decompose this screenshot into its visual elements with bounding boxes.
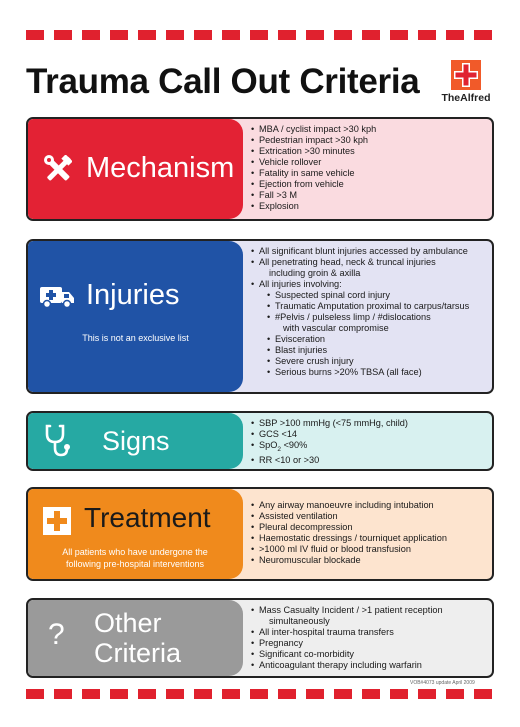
- list-item: • Neuromuscular blockade: [251, 555, 484, 566]
- injuries-panel: [28, 241, 243, 392]
- border-dash: [418, 30, 436, 40]
- other-criteria-title: [94, 608, 181, 668]
- sub-list-item: • Evisceration: [251, 334, 484, 345]
- treatment-note: All patients who have undergone the following pre-hospital interventions: [62, 547, 208, 569]
- list-item: • Explosion: [251, 201, 484, 212]
- signs-criteria-list: [243, 413, 492, 469]
- signs-section: [26, 411, 494, 471]
- border-dash: [194, 689, 212, 699]
- other-criteria-section: [26, 598, 494, 678]
- question-mark-icon: ?: [48, 618, 65, 651]
- alfred-cross-logo-icon: [451, 60, 481, 90]
- list-item: • Any airway manoeuvre including intubation: [251, 500, 484, 511]
- treatment-panel: [28, 489, 243, 579]
- injuries-section: [26, 239, 494, 394]
- list-item: • RR <10 or >30: [251, 455, 484, 466]
- border-dash: [362, 689, 380, 699]
- border-dash: [82, 689, 100, 699]
- list-item: • All penetrating head, neck & truncal injuries: [251, 257, 484, 268]
- treatment-title: Treatment: [84, 502, 211, 533]
- logo-text: TheAlfred: [441, 92, 491, 104]
- injuries-note: This is not an exclusive list: [82, 333, 189, 343]
- mechanism-panel: [28, 119, 243, 219]
- injuries-title: Injuries: [86, 279, 180, 311]
- border-dash: [138, 689, 156, 699]
- list-item-continuation: simultaneously: [269, 616, 330, 626]
- mechanism-title: Mechanism: [86, 152, 235, 184]
- signs-panel: [28, 413, 243, 469]
- border-dash: [194, 30, 212, 40]
- border-dash: [418, 689, 436, 699]
- first-aid-cross-icon: [43, 507, 71, 535]
- treatment-criteria-list: [243, 489, 492, 579]
- list-item: • Assisted ventilation: [251, 511, 484, 522]
- border-dash: [138, 30, 156, 40]
- list-item: • Mass Casualty Incident / >1 patient reception: [251, 605, 484, 616]
- border-dash: [446, 30, 464, 40]
- list-item: • SBP >100 mmHg (<75 mmHg, child): [251, 418, 484, 429]
- sub-list-item-continuation: with vascular compromise: [283, 323, 389, 333]
- spo2-subscript: 2: [277, 445, 282, 453]
- border-dash: [26, 30, 44, 40]
- list-item: • All inter-hospital trauma transfers: [251, 627, 484, 638]
- mechanism-section: [26, 117, 494, 221]
- spo2-label: SpO: [259, 440, 278, 450]
- border-dash: [474, 30, 492, 40]
- signs-title: Signs: [102, 426, 170, 456]
- other-criteria-list: [243, 600, 492, 676]
- border-dash: [390, 689, 408, 699]
- stethoscope-icon: [44, 423, 70, 459]
- border-dash: [82, 30, 100, 40]
- list-item: • Fatality in same vehicle: [251, 168, 484, 179]
- list-item: • >1000 ml IV fluid or blood transfusion: [251, 544, 484, 555]
- border-dash: [166, 689, 184, 699]
- list-item: [251, 440, 484, 455]
- border-dash: [54, 30, 72, 40]
- border-dash: [222, 30, 240, 40]
- list-item: • All significant blunt injuries accessed by ambulance: [251, 246, 484, 257]
- border-dash: [54, 689, 72, 699]
- sub-list-item: • #Pelvis / pulseless limp / #dislocations: [251, 312, 484, 323]
- list-item: • Pregnancy: [251, 638, 484, 649]
- other-criteria-panel: [28, 600, 243, 676]
- border-dash: [334, 30, 352, 40]
- border-dash: [474, 689, 492, 699]
- list-item: • GCS <14: [251, 429, 484, 440]
- list-item: • All injuries involving:: [251, 279, 484, 290]
- document-code: VOB#4073 update April 2009: [410, 680, 475, 686]
- other-criteria-title-line1: Other: [94, 608, 162, 638]
- border-dash: [250, 30, 268, 40]
- list-item: • Vehicle rollover: [251, 157, 484, 168]
- mechanism-criteria-list: [243, 119, 492, 219]
- sub-list-item: • Severe crush injury: [251, 356, 484, 367]
- list-item: • Significant co-morbidity: [251, 649, 484, 660]
- treatment-section: [26, 487, 494, 581]
- ambulance-icon: [40, 285, 74, 309]
- sub-list-item: • Serious burns >20% TBSA (all face): [251, 367, 484, 378]
- border-dash: [306, 30, 324, 40]
- list-item: • Anticoagulant therapy including warfarin: [251, 660, 484, 671]
- border-dash: [110, 30, 128, 40]
- border-dash: [306, 689, 324, 699]
- border-dash: [278, 689, 296, 699]
- border-dash: [278, 30, 296, 40]
- border-dash: [334, 689, 352, 699]
- list-item: • Pedestrian impact >30 kph: [251, 135, 484, 146]
- alfred-logo: [436, 60, 496, 104]
- list-item: • Fall >3 M: [251, 190, 484, 201]
- sub-list-item: • Suspected spinal cord injury: [251, 290, 484, 301]
- border-dash: [446, 689, 464, 699]
- border-dash: [250, 689, 268, 699]
- sub-list-item: • Traumatic Amputation proximal to carpus/tarsus: [251, 301, 484, 312]
- tools-icon: [44, 155, 72, 183]
- top-dashed-border: [0, 30, 520, 40]
- border-dash: [26, 689, 44, 699]
- sub-list-item: • Blast injuries: [251, 345, 484, 356]
- list-item: • Ejection from vehicle: [251, 179, 484, 190]
- injuries-criteria-list: [243, 241, 492, 392]
- list-item: • MBA / cyclist impact >30 kph: [251, 124, 484, 135]
- spo2-threshold: <90%: [281, 440, 308, 450]
- list-item: • Haemostatic dressings / tourniquet application: [251, 533, 484, 544]
- other-criteria-title-line2: Criteria: [94, 638, 182, 668]
- page-title: Trauma Call Out Criteria: [26, 62, 420, 101]
- list-item-continuation: including groin & axilla: [269, 268, 361, 278]
- border-dash: [390, 30, 408, 40]
- border-dash: [362, 30, 380, 40]
- border-dash: [110, 689, 128, 699]
- list-item: • Pleural decompression: [251, 522, 484, 533]
- bottom-dashed-border: [0, 689, 520, 699]
- list-item: • Extrication >30 minutes: [251, 146, 484, 157]
- border-dash: [222, 689, 240, 699]
- border-dash: [166, 30, 184, 40]
